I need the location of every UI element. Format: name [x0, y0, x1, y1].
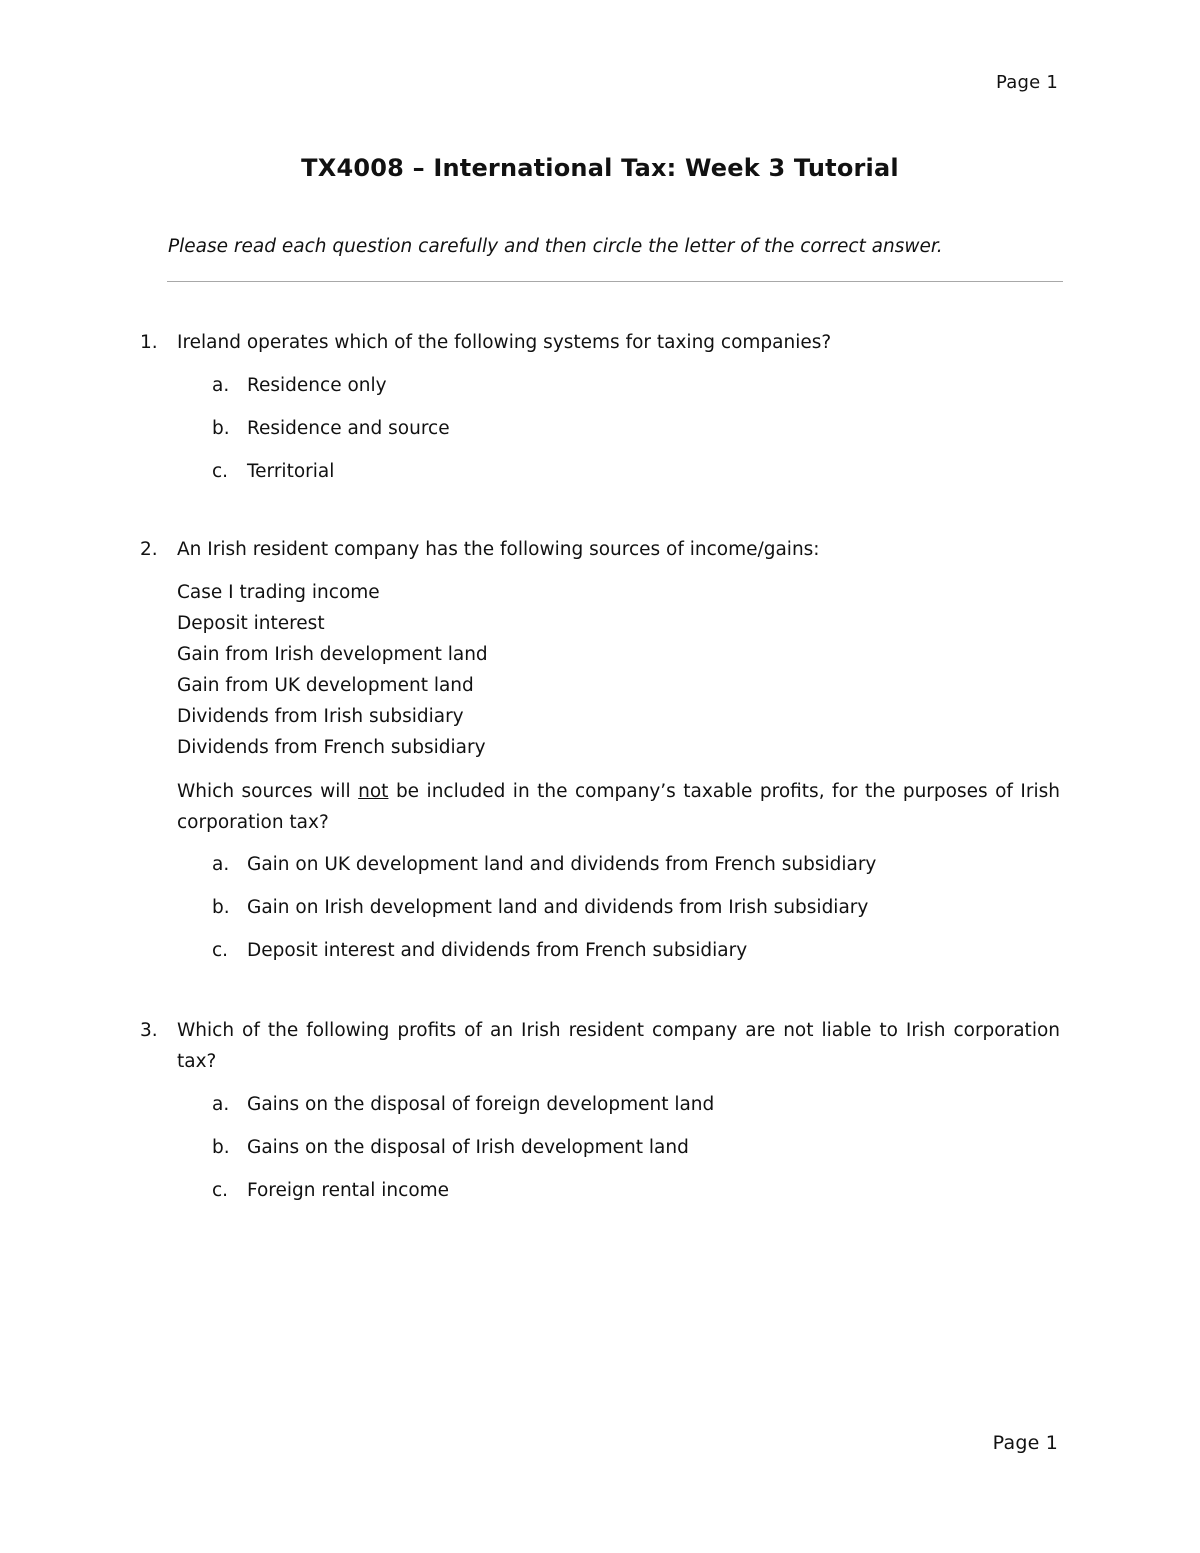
list-item: Gain from Irish development land: [177, 644, 488, 665]
option-letter: a.: [212, 854, 230, 875]
question-text: Ireland operates which of the following systems for taxing companies?: [177, 332, 832, 353]
question-text: An Irish resident company has the following sources of income/gains:: [177, 539, 820, 560]
option-text: Gain on UK development land and dividends from French subsidiary: [247, 854, 877, 875]
income-sources-list: [177, 577, 1060, 763]
list-item: Gain from UK development land: [177, 675, 474, 696]
answer-option-b[interactable]: [212, 1132, 1060, 1175]
question-number: 2.: [140, 539, 158, 560]
answer-option-a[interactable]: [212, 849, 1060, 892]
list-item: Dividends from French subsidiary: [177, 737, 486, 758]
answer-option-b[interactable]: [212, 413, 1060, 456]
answer-option-c[interactable]: [212, 456, 1060, 499]
answer-options: [212, 1089, 1060, 1218]
list-item: Case I trading income: [177, 582, 380, 603]
option-text: Gains on the disposal of Irish development land: [247, 1137, 689, 1158]
option-text: Gains on the disposal of foreign development land: [247, 1094, 715, 1115]
answer-option-c[interactable]: [212, 935, 1060, 978]
header-page-number: Page 1: [996, 72, 1058, 93]
instructions: Please read each question carefully and then circle the letter of the correct answer.: [168, 236, 943, 257]
question-2: [140, 534, 1060, 978]
answer-options: [212, 370, 1060, 499]
list-item: Dividends from Irish subsidiary: [177, 706, 464, 727]
option-letter: a.: [212, 375, 230, 396]
question-1: [140, 327, 1060, 499]
sub-question-start: Which sources will: [177, 781, 359, 802]
question-text: Which of the following profits of an Irish resident company are not liable to Irish corporation tax?: [177, 1020, 1060, 1072]
option-letter: b.: [212, 1137, 230, 1158]
answer-option-c[interactable]: [212, 1175, 1060, 1218]
list-item: Deposit interest: [177, 613, 325, 634]
option-text: Territorial: [247, 461, 335, 482]
option-text: Residence and source: [247, 418, 450, 439]
divider-line: [167, 281, 1063, 282]
emphasis-not: not: [358, 781, 389, 802]
answer-option-a[interactable]: [212, 1089, 1060, 1132]
question-3: [140, 1015, 1060, 1218]
answer-options: [212, 849, 1060, 978]
question-number: 3.: [140, 1020, 158, 1041]
document-title: TX4008 – International Tax: Week 3 Tutorial: [301, 154, 899, 182]
option-letter: b.: [212, 418, 230, 439]
option-letter: c.: [212, 461, 229, 482]
option-letter: b.: [212, 897, 230, 918]
sub-question-text: [177, 776, 1060, 838]
footer-page-number: Page 1: [992, 1432, 1058, 1454]
answer-option-b[interactable]: [212, 892, 1060, 935]
option-text: Deposit interest and dividends from French subsidiary: [247, 940, 748, 961]
answer-option-a[interactable]: [212, 370, 1060, 413]
sub-question-end: be included in the company’s taxable profits, for the purposes of Irish corporation tax?: [177, 781, 1060, 833]
option-text: Residence only: [247, 375, 387, 396]
option-letter: a.: [212, 1094, 230, 1115]
option-letter: c.: [212, 1180, 229, 1201]
option-text: Gain on Irish development land and dividends from Irish subsidiary: [247, 897, 869, 918]
question-number: 1.: [140, 332, 158, 353]
option-letter: c.: [212, 940, 229, 961]
option-text: Foreign rental income: [247, 1180, 450, 1201]
